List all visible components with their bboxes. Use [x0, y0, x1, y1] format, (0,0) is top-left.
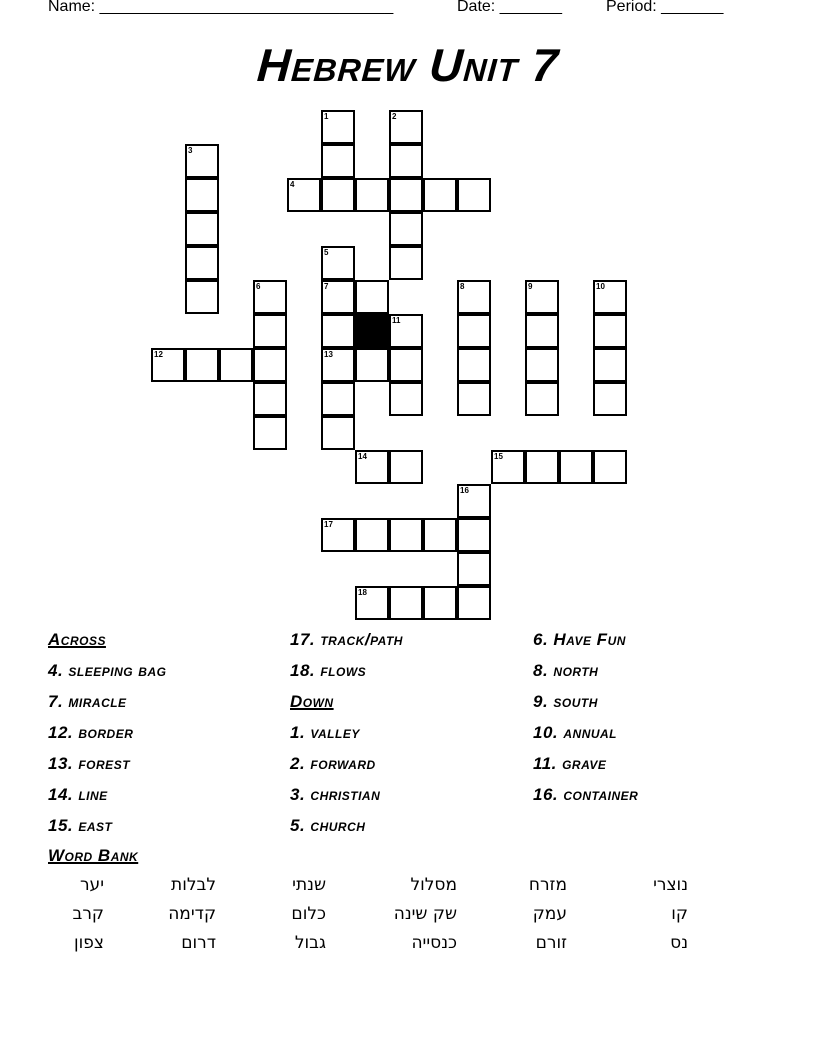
word-bank-word: מזרח: [528, 875, 567, 895]
grid-cell[interactable]: [287, 178, 321, 212]
grid-cell[interactable]: [355, 586, 389, 620]
clue-text: 2. forward: [290, 754, 376, 773]
word-bank-word: שק שינה: [393, 904, 457, 924]
clue-text: 3. christian: [290, 785, 381, 804]
grid-cell[interactable]: [491, 450, 525, 484]
clue-number: 7: [324, 282, 329, 291]
grid-cell[interactable]: [321, 382, 355, 416]
grid-cell[interactable]: [389, 450, 423, 484]
clue-text: 6. Have Fun: [533, 630, 626, 649]
grid-cell[interactable]: [389, 382, 423, 416]
clue-text: 13. forest: [48, 754, 131, 773]
clue-text: 15. east: [48, 816, 113, 835]
grid-cell[interactable]: [389, 586, 423, 620]
word-bank-word: כנסייה: [411, 933, 457, 953]
clue-text: 10. annual: [533, 723, 618, 742]
word-bank-word: נוצרי: [653, 875, 688, 895]
word-bank-word: זורם: [535, 933, 567, 953]
word-bank-word: קו: [671, 904, 688, 924]
grid-cell[interactable]: [321, 110, 355, 144]
word-bank-word: מסלול: [410, 875, 457, 895]
grid-cell[interactable]: [389, 518, 423, 552]
grid-cell[interactable]: [321, 144, 355, 178]
black-cell: [355, 314, 389, 348]
grid-cell[interactable]: [457, 484, 491, 518]
clue-number: 5: [324, 248, 329, 257]
grid-cell[interactable]: [151, 348, 185, 382]
clue-text: 4. sleeping bag: [48, 661, 167, 680]
grid-cell[interactable]: [423, 178, 457, 212]
clue-number: 17: [324, 520, 333, 529]
grid-cell[interactable]: [457, 552, 491, 586]
grid-cell[interactable]: [185, 348, 219, 382]
grid-cell[interactable]: [389, 314, 423, 348]
grid-cell[interactable]: [355, 280, 389, 314]
clue-number: 4: [290, 180, 295, 189]
grid-cell[interactable]: [457, 348, 491, 382]
clue-text: 14. line: [48, 785, 108, 804]
clue-text: 11. grave: [533, 754, 607, 773]
word-bank-word: צפון: [74, 933, 104, 953]
down-heading: Down: [290, 692, 334, 711]
grid-cell[interactable]: [185, 212, 219, 246]
word-bank-word: קדימה: [168, 904, 216, 924]
clue-number: 15: [494, 452, 503, 461]
clue-text: 16. container: [533, 785, 639, 804]
word-bank-word: גבול: [294, 933, 326, 953]
word-bank-word: שנתי: [292, 875, 326, 895]
page-title: Hebrew Unit 7: [255, 39, 561, 91]
grid-cell[interactable]: [355, 348, 389, 382]
grid-cell[interactable]: [457, 586, 491, 620]
clue-number: 12: [154, 350, 163, 359]
grid-cell[interactable]: [355, 450, 389, 484]
grid-cell[interactable]: [457, 382, 491, 416]
clue-number: 11: [392, 316, 401, 325]
grid-cell[interactable]: [457, 280, 491, 314]
clue-number: 13: [324, 350, 333, 359]
clue-number: 10: [596, 282, 605, 291]
grid-cell[interactable]: [253, 416, 287, 450]
grid-cell[interactable]: [559, 450, 593, 484]
grid-cell[interactable]: [253, 280, 287, 314]
clue-number: 9: [528, 282, 533, 291]
clue-text: 1. valley: [290, 723, 360, 742]
grid-cell[interactable]: [457, 314, 491, 348]
grid-cell[interactable]: [525, 314, 559, 348]
across-heading: Across: [48, 630, 106, 649]
grid-cell[interactable]: [253, 382, 287, 416]
grid-cell[interactable]: [593, 314, 627, 348]
period-field[interactable]: Period: _______: [606, 0, 724, 15]
grid-cell[interactable]: [321, 416, 355, 450]
clue-number: 1: [324, 112, 329, 121]
grid-cell[interactable]: [253, 348, 287, 382]
grid-cell[interactable]: [185, 280, 219, 314]
grid-cell[interactable]: [321, 518, 355, 552]
grid-cell[interactable]: [321, 246, 355, 280]
grid-cell[interactable]: [389, 178, 423, 212]
grid-cell[interactable]: [321, 314, 355, 348]
grid-cell[interactable]: [593, 348, 627, 382]
word-bank-word: יער: [79, 875, 104, 895]
clue-text: 12. border: [48, 723, 134, 742]
grid-cell[interactable]: [355, 178, 389, 212]
word-bank-word: נס: [670, 933, 688, 953]
word-bank-heading: Word Bank: [48, 846, 139, 865]
grid-cell[interactable]: [321, 280, 355, 314]
clue-number: 6: [256, 282, 261, 291]
clue-text: 7. miracle: [48, 692, 127, 711]
clue-text: 9. south: [533, 692, 598, 711]
grid-cell[interactable]: [593, 382, 627, 416]
word-bank-word: עמק: [532, 904, 567, 924]
grid-cell[interactable]: [185, 144, 219, 178]
clue-number: 16: [460, 486, 469, 495]
grid-cell[interactable]: [525, 280, 559, 314]
grid-cell[interactable]: [525, 348, 559, 382]
grid-cell[interactable]: [457, 178, 491, 212]
grid-cell[interactable]: [253, 314, 287, 348]
date-field[interactable]: Date: _______: [457, 0, 562, 15]
grid-cell[interactable]: [457, 518, 491, 552]
clue-number: 18: [358, 588, 367, 597]
clue-number: 8: [460, 282, 465, 291]
word-bank-word: דרום: [181, 933, 216, 953]
grid-cell[interactable]: [593, 450, 627, 484]
word-bank-word: כלום: [291, 904, 326, 924]
clue-text: 5. church: [290, 816, 366, 835]
clue-text: 18. flows: [290, 661, 367, 680]
grid-cell[interactable]: [593, 280, 627, 314]
word-bank-word: קרב: [72, 904, 104, 924]
grid-cell[interactable]: [423, 586, 457, 620]
grid-cell[interactable]: [355, 518, 389, 552]
clue-number: 2: [392, 112, 397, 121]
grid-cell[interactable]: [185, 246, 219, 280]
grid-cell[interactable]: [389, 246, 423, 280]
clue-text: 8. north: [533, 661, 599, 680]
name-field[interactable]: Name: _________________________________: [48, 0, 394, 15]
grid-cell[interactable]: [321, 348, 355, 382]
grid-cell[interactable]: [389, 212, 423, 246]
grid-cell[interactable]: [219, 348, 253, 382]
grid-cell[interactable]: [389, 348, 423, 382]
clue-number: 3: [188, 146, 193, 155]
clue-text: 17. track/path: [290, 630, 403, 649]
grid-cell[interactable]: [525, 450, 559, 484]
grid-cell[interactable]: [389, 144, 423, 178]
grid-cell[interactable]: [389, 110, 423, 144]
clue-number: 14: [358, 452, 367, 461]
grid-cell[interactable]: [423, 518, 457, 552]
grid-cell[interactable]: [185, 178, 219, 212]
grid-cell[interactable]: [321, 178, 355, 212]
grid-cell[interactable]: [525, 382, 559, 416]
word-bank-word: לבלות: [171, 875, 216, 895]
